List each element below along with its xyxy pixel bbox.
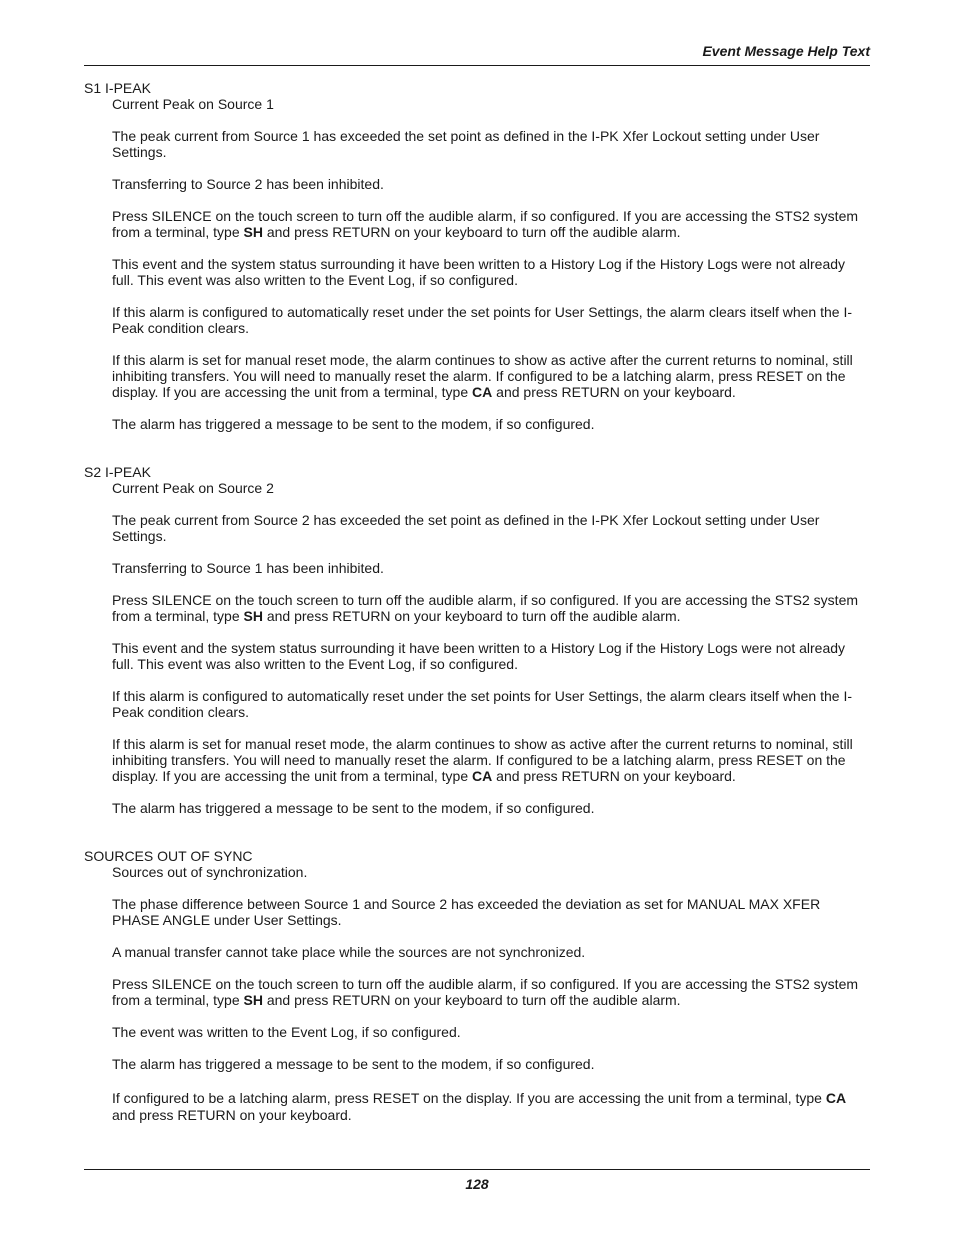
event-body [84, 96, 870, 432]
event-entry-s2-i-peak [84, 464, 870, 816]
command-code: SH [243, 992, 263, 1008]
command-code: SH [243, 224, 263, 240]
event-paragraph: The peak current from Source 1 has exceeded the set point as defined in the I-PK Xfer Lockout setting under User Settings. [112, 128, 820, 160]
event-entry-sources-out-of-sync [84, 848, 870, 1124]
event-body [84, 864, 870, 1124]
event-paragraph: The event was written to the Event Log, if so configured. [112, 1024, 461, 1040]
command-code: SH [243, 608, 263, 624]
event-paragraph: If configured to be a latching alarm, press RESET on the display. If you are accessing the unit from a terminal, type CA and press RETURN on your keyboard. [112, 1090, 847, 1123]
event-paragraph: Transferring to Source 2 has been inhibited. [112, 176, 384, 192]
event-subtitle: Sources out of synchronization. [112, 864, 308, 880]
event-subtitle: Current Peak on Source 1 [112, 96, 274, 112]
event-paragraph: A manual transfer cannot take place while the sources are not synchronized. [112, 944, 586, 960]
command-code: CA [472, 384, 493, 400]
event-paragraph: This event and the system status surrounding it have been written to a History Log if the History Logs were not already full. This event was also written to the Event Log, if so configured. [112, 256, 846, 288]
event-code: SOURCES OUT OF SYNC [84, 848, 253, 864]
event-paragraph: Press SILENCE on the touch screen to turn off the audible alarm, if so configured. If you are accessing the STS2 system from a terminal, type SH and press RETURN on your keyboard to turn off the audible alarm. [112, 208, 859, 240]
event-paragraph: This event and the system status surrounding it have been written to a History Log if the History Logs were not already full. This event was also written to the Event Log, if so configured. [112, 640, 846, 672]
event-body [84, 480, 870, 816]
event-paragraph: Transferring to Source 1 has been inhibited. [112, 560, 384, 576]
event-paragraph: Press SILENCE on the touch screen to turn off the audible alarm, if so configured. If you are accessing the STS2 system from a terminal, type SH and press RETURN on your keyboard to turn off the audible alarm. [112, 976, 859, 1008]
command-code: CA [472, 768, 493, 784]
header-rule [84, 65, 870, 66]
header-title: Event Message Help Text [702, 43, 870, 59]
command-code: CA [825, 1090, 847, 1106]
event-entry-s1-i-peak [84, 80, 870, 432]
event-paragraph: Press SILENCE on the touch screen to turn off the audible alarm, if so configured. If you are accessing the STS2 system from a terminal, type SH and press RETURN on your keyboard to turn off the audible alarm. [112, 592, 859, 624]
event-paragraph: The alarm has triggered a message to be sent to the modem, if so configured. [112, 800, 595, 816]
event-paragraph: If this alarm is set for manual reset mode, the alarm continues to show as active after the current returns to nominal, still inhibiting transfers. You will need to manually reset the alarm. If configured to be a latching alarm, press RESET on the display. If you are accessing the unit from a terminal, type CA and press RETURN on your keyboard. [112, 352, 853, 400]
event-code: S2 I-PEAK [84, 464, 151, 480]
event-paragraph: If this alarm is configured to automatically reset under the set points for User Settings, the alarm clears itself when the I-Peak condition clears. [112, 304, 853, 336]
event-paragraph: The alarm has triggered a message to be sent to the modem, if so configured. [112, 1056, 595, 1072]
event-paragraph: If this alarm is configured to automatically reset under the set points for User Settings, the alarm clears itself when the I-Peak condition clears. [112, 688, 853, 720]
event-paragraph: The phase difference between Source 1 and Source 2 has exceeded the deviation as set for MANUAL MAX XFER PHASE ANGLE under User Settings. [112, 896, 821, 928]
event-subtitle: Current Peak on Source 2 [112, 480, 274, 496]
event-paragraph: The alarm has triggered a message to be sent to the modem, if so configured. [112, 416, 595, 432]
page-number: 128 [465, 1176, 489, 1192]
event-paragraph: If this alarm is set for manual reset mode, the alarm continues to show as active after the current returns to nominal, still inhibiting transfers. You will need to manually reset the alarm. If configured to be a latching alarm, press RESET on the display. If you are accessing the unit from a terminal, type CA and press RETURN on your keyboard. [112, 736, 853, 784]
event-code: S1 I-PEAK [84, 80, 151, 96]
footer-rule [84, 1169, 870, 1170]
event-paragraph: The peak current from Source 2 has exceeded the set point as defined in the I-PK Xfer Lockout setting under User Settings. [112, 512, 820, 544]
